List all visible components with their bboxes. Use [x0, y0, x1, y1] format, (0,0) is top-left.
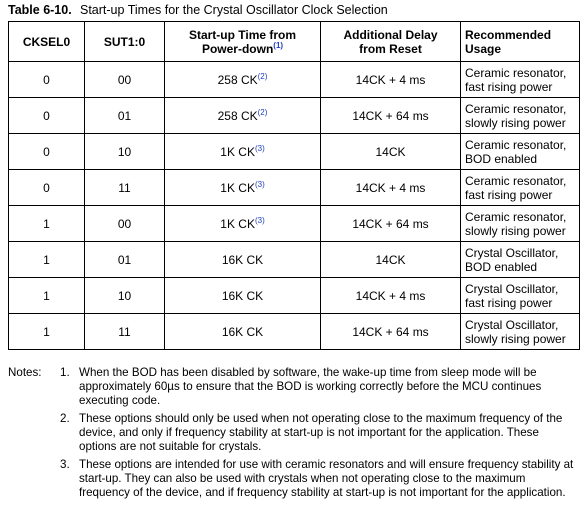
additional-delay-cell: 14CK + 64 ms — [321, 314, 461, 350]
cksel0-cell: 0 — [9, 170, 85, 206]
cksel0-cell: 1 — [9, 206, 85, 242]
recommended-usage-cell — [461, 278, 580, 314]
additional-delay-cell: 14CK + 4 ms — [321, 170, 461, 206]
usage-line1: Ceramic resonator, — [465, 137, 567, 152]
note-number: 1. — [60, 366, 70, 379]
startup-time-value: 16K CK — [221, 324, 264, 339]
note-number: 2. — [60, 412, 70, 425]
usage-line1: Ceramic resonator, — [465, 101, 567, 116]
table-row — [9, 242, 580, 278]
notes-label: Notes: — [8, 366, 42, 379]
usage-line1: Ceramic resonator, — [465, 173, 567, 188]
footnote-ref: (3) — [254, 215, 265, 225]
recommended-usage-cell — [461, 206, 580, 242]
header-startup-time — [165, 22, 321, 62]
header-row — [9, 22, 580, 62]
footnote-ref: (1) — [273, 40, 284, 50]
startup-time-cell — [165, 242, 321, 278]
usage-line2: BOD enabled — [465, 151, 538, 166]
startup-time-value: 16K CK — [221, 252, 264, 267]
startup-time-cell — [165, 314, 321, 350]
sut-cell: 10 — [85, 278, 165, 314]
recommended-usage-cell — [461, 98, 580, 134]
usage-line1: Ceramic resonator, — [465, 65, 567, 80]
startup-times-table — [8, 21, 580, 350]
note-item — [8, 366, 579, 408]
table-row — [9, 134, 580, 170]
note-item — [8, 412, 579, 454]
sut-cell: 01 — [85, 242, 165, 278]
header-additional-delay — [321, 22, 461, 62]
sut-cell: 01 — [85, 98, 165, 134]
table-row — [9, 62, 580, 98]
recommended-usage-cell — [461, 134, 580, 170]
usage-line2: slowly rising power — [465, 115, 566, 130]
header-recommended-usage: Recommended Usage — [461, 22, 580, 62]
table-row — [9, 206, 580, 242]
note-text: These options are intended for use with ceramic resonators and will ensure frequency stability at start-up. They can also be used with crystals when not operating close to the maximum frequency of the device, and if frequency stability at start-up is not important for the application. — [79, 458, 574, 499]
cksel0-cell: 0 — [9, 98, 85, 134]
startup-time-cell — [165, 62, 321, 98]
usage-line1: Crystal Oscillator, — [465, 317, 559, 332]
note-text: When the BOD has been disabled by software, the wake-up time from sleep mode will be approximately 60µs to ensure that the BOD is working correctly before the MCU continues executing code. — [79, 366, 542, 407]
recommended-usage-cell — [461, 314, 580, 350]
header-delay-line2: from Reset — [359, 41, 422, 56]
startup-time-value: 258 CK — [217, 108, 258, 123]
additional-delay-cell: 14CK + 64 ms — [321, 98, 461, 134]
table-row — [9, 314, 580, 350]
usage-line1: Crystal Oscillator, — [465, 245, 559, 260]
usage-line2: fast rising power — [465, 79, 553, 94]
additional-delay-cell: 14CK + 4 ms — [321, 278, 461, 314]
cksel0-cell: 1 — [9, 242, 85, 278]
usage-line2: fast rising power — [465, 295, 553, 310]
header-delay-line1: Additional Delay — [343, 27, 438, 42]
cksel0-cell: 0 — [9, 62, 85, 98]
footnote-ref: (2) — [257, 107, 268, 117]
startup-time-cell — [165, 170, 321, 206]
sut-cell: 10 — [85, 134, 165, 170]
cksel0-cell: 0 — [9, 134, 85, 170]
sut-cell: 00 — [85, 206, 165, 242]
cksel0-cell: 1 — [9, 278, 85, 314]
header-cksel0: CKSEL0 — [9, 22, 85, 62]
recommended-usage-cell — [461, 62, 580, 98]
header-startup-line2: Power-down — [201, 41, 274, 56]
table-title: Start-up Times for the Crystal Oscillator Clock Selection — [80, 3, 388, 17]
footnote-ref: (3) — [254, 179, 265, 189]
note-text: These options should only be used when not operating close to the maximum frequency of the device, and only if frequency stability at start-up is not important for the application. These options are not suitable for crystals. — [79, 412, 563, 453]
usage-line2: slowly rising power — [465, 223, 566, 238]
startup-time-cell — [165, 206, 321, 242]
usage-line2: fast rising power — [465, 187, 553, 202]
startup-time-value: 258 CK — [217, 72, 258, 87]
startup-time-value: 1K CK — [220, 144, 255, 159]
header-startup-line1: Start-up Time from — [188, 27, 297, 42]
additional-delay-cell: 14CK — [321, 242, 461, 278]
usage-line1: Crystal Oscillator, — [465, 281, 559, 296]
table-row — [9, 98, 580, 134]
startup-time-value: 1K CK — [220, 180, 255, 195]
additional-delay-cell: 14CK + 4 ms — [321, 62, 461, 98]
recommended-usage-cell — [461, 170, 580, 206]
footnote-ref: (3) — [254, 143, 265, 153]
table-caption — [8, 2, 388, 18]
startup-time-value: 16K CK — [221, 288, 264, 303]
table-number: Table 6-10. — [8, 3, 72, 17]
table-row — [9, 278, 580, 314]
note-item — [8, 458, 579, 500]
usage-line1: Ceramic resonator, — [465, 209, 567, 224]
notes-section — [8, 366, 579, 504]
table-row — [9, 170, 580, 206]
cksel0-cell: 1 — [9, 314, 85, 350]
sut-cell: 11 — [85, 314, 165, 350]
note-number: 3. — [60, 458, 70, 471]
sut-cell: 11 — [85, 170, 165, 206]
startup-time-value: 1K CK — [220, 216, 255, 231]
startup-time-cell — [165, 278, 321, 314]
startup-time-cell — [165, 134, 321, 170]
footnote-ref: (2) — [257, 71, 268, 81]
usage-line2: BOD enabled — [465, 259, 538, 274]
sut-cell: 00 — [85, 62, 165, 98]
additional-delay-cell: 14CK — [321, 134, 461, 170]
additional-delay-cell: 14CK + 64 ms — [321, 206, 461, 242]
startup-time-cell — [165, 98, 321, 134]
recommended-usage-cell — [461, 242, 580, 278]
header-sut: SUT1:0 — [85, 22, 165, 62]
table-body — [9, 62, 580, 350]
usage-line2: slowly rising power — [465, 331, 566, 346]
